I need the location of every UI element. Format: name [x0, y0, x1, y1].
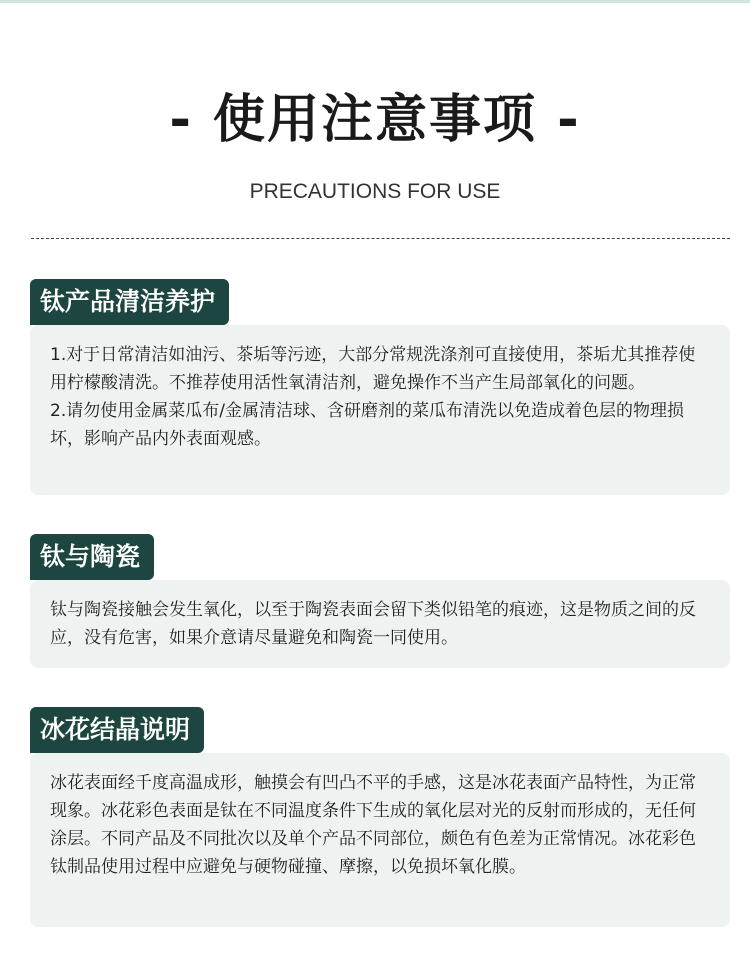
section-ice-crystal [30, 707, 730, 929]
page-subtitle: PRECAUTIONS FOR USE [249, 180, 501, 203]
section-content-box [30, 753, 730, 927]
paragraph: 2.请勿使用金属菜瓜布/金属清洁球、含研磨剂的菜瓜布清洗以免造成着色层的物理损坏，影响产品内外表面观感。 [50, 401, 684, 449]
section-label: 钛与陶瓷 [30, 534, 154, 580]
paragraph: 钛与陶瓷接触会发生氧化，以至于陶瓷表面会留下类似铅笔的痕迹，这是物质之间的反应，没有危害，如果介意请尽量避免和陶瓷一同使用。 [50, 600, 696, 648]
paragraph: 1.对于日常清洁如油污、茶垢等污迹，大部分常规洗涤剂可直接使用，茶垢尤其推荐使用柠檬酸清洗。不推荐使用活性氧清洁剂，避免操作不当产生局部氧化的问题。 [50, 345, 696, 393]
section-label: 冰花结晶说明 [30, 707, 204, 753]
top-accent-line [0, 0, 750, 3]
section-titanium-cleaning [30, 279, 730, 497]
page-title: - 使用注意事项 - [169, 90, 581, 150]
paragraph: 冰花表面经千度高温成形，触摸会有凹凸不平的手感，这是冰花表面产品特性，为正常现象。冰花彩色表面是钛在不同温度条件下生成的氧化层对光的反射而形成的，无任何涂层。不同产品及不同批次以及单个产品不同部位，颇色有色差为正常情况。冰花彩色钛制品使用过程中应避免与硬物碰撞、摩擦，以免损坏氧化膜。 [50, 773, 696, 877]
section-content-box [30, 580, 730, 668]
section-content-box [30, 325, 730, 495]
section-titanium-ceramic [30, 534, 730, 670]
dashed-divider [31, 238, 730, 239]
section-label: 钛产品清洁养护 [30, 279, 229, 325]
